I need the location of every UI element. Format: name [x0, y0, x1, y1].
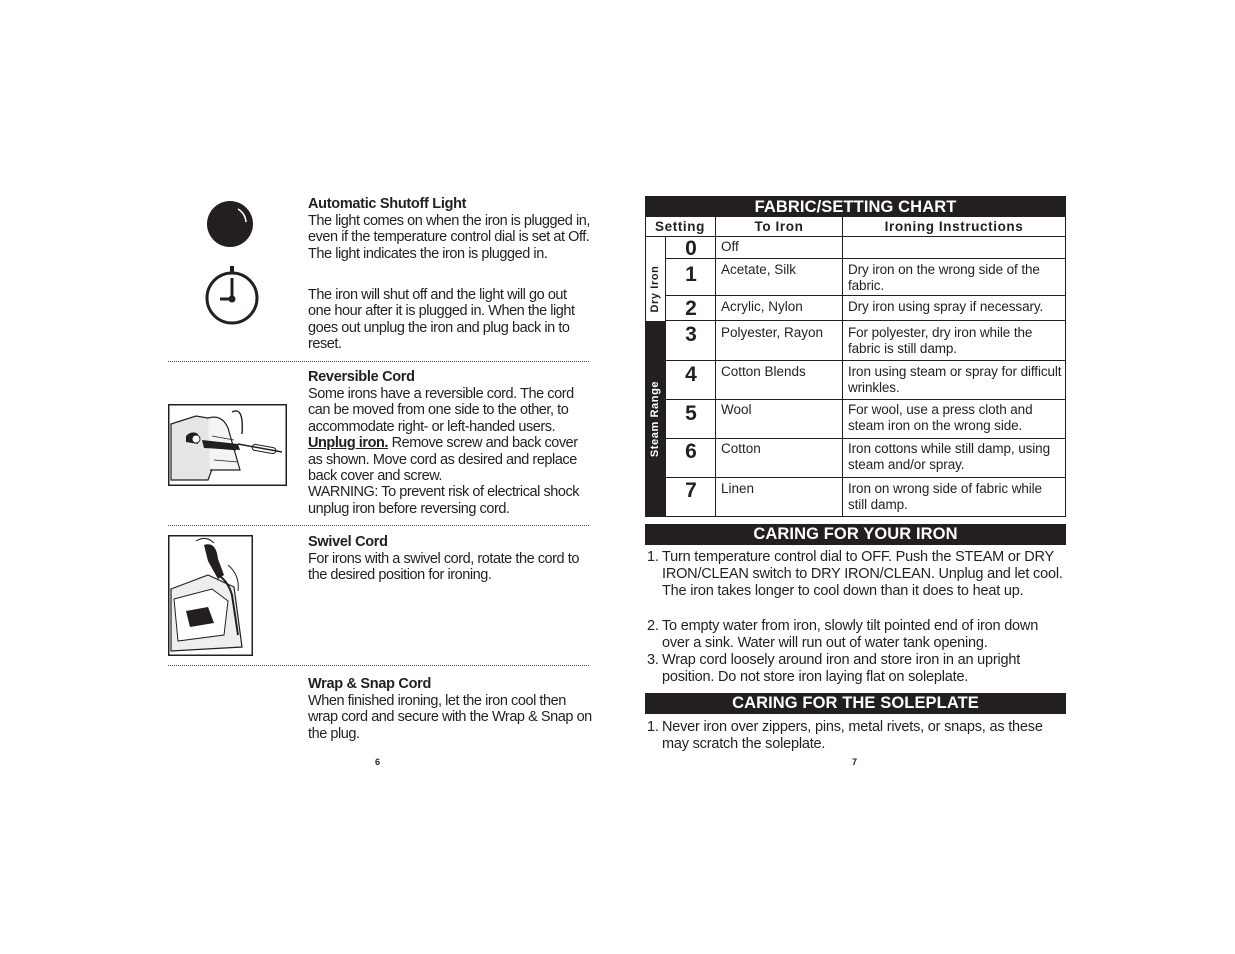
setting-number: 4	[685, 363, 697, 386]
paragraph: The iron will shut off and the light will go out one hour after it is plugged in. When the light goes out unplug the iron and plug back in to reset.	[308, 287, 575, 353]
table-border	[665, 477, 1066, 478]
section-title-wrap-snap: Wrap & Snap Cord	[308, 676, 432, 692]
column-header-setting: Setting	[655, 219, 705, 234]
chart-title: FABRIC/SETTING CHART	[645, 196, 1066, 217]
table-border	[665, 438, 1066, 439]
paragraph: For irons with a swivel cord, rotate the cord to the desired position for ironing.	[308, 551, 579, 584]
list-item: 2. To empty water from iron, slowly tilt pointed end of iron down over a sink. Water will run out of water tank opening.	[647, 618, 1039, 652]
indicator-light-icon	[205, 200, 255, 250]
section-title-swivel-cord: Swivel Cord	[308, 534, 388, 550]
table-border	[665, 258, 1066, 259]
table-border	[645, 516, 1066, 517]
setting-number: 1	[685, 263, 697, 286]
page-number-right: 7	[852, 757, 858, 767]
fabric-cell: Cotton Blends	[721, 364, 806, 379]
list-item: 3. Wrap cord loosely around iron and store iron in an upright position. Do not store iron laying flat on soleplate.	[647, 652, 1021, 686]
instruction-cell: For polyester, dry iron while the fabric is still damp.	[848, 325, 1033, 356]
list-item: 1. Never iron over zippers, pins, metal rivets, or snaps, as these may scratch the soleplate.	[647, 719, 1043, 753]
list-item: 1. Turn temperature control dial to OFF. Push the STEAM or DRY IRON/CLEAN switch to DRY IRON/CLEAN. Unplug and let cool. The iron takes longer to cool down than it does to heat up.	[647, 549, 1063, 600]
fabric-cell: Polyester, Rayon	[721, 325, 824, 340]
table-border	[645, 236, 1066, 237]
paragraph: When finished ironing, let the iron cool then wrap cord and secure with the Wrap & Snap on the plug.	[308, 693, 592, 742]
fabric-cell: Acrylic, Nylon	[721, 299, 803, 314]
fabric-cell: Acetate, Silk	[721, 262, 797, 277]
group-label-dry-iron: Dry Iron	[649, 265, 661, 313]
paragraph: The light comes on when the iron is plugged in, even if the temperature control dial is set at Off. The light indicates the iron is plugged in.	[308, 213, 590, 262]
timer-clock-icon	[205, 264, 261, 326]
table-border	[1065, 217, 1066, 517]
divider	[168, 665, 589, 666]
column-header-instructions: Ironing Instructions	[884, 219, 1024, 234]
setting-number: 3	[685, 323, 697, 346]
warning-text: WARNING: To prevent risk of electrical shock unplug iron before reversing cord.	[308, 484, 580, 517]
paragraph: Remove screw and back cover as shown. Move cord as desired and replace back cover and screw.	[308, 435, 578, 485]
setting-number: 7	[685, 479, 697, 502]
instruction-cell: Iron using steam or spray for difficult wrinkles.	[848, 364, 1062, 395]
instruction-cell: Dry iron using spray if necessary.	[848, 299, 1044, 314]
unplug-emphasis: Unplug iron.	[308, 435, 388, 452]
caring-iron-title: CARING FOR YOUR IRON	[645, 524, 1066, 545]
table-border	[842, 217, 843, 517]
instruction-cell: Iron on wrong side of fabric while still damp.	[848, 481, 1042, 512]
fabric-cell: Cotton	[721, 441, 761, 456]
section-title-reversible-cord: Reversible Cord	[308, 369, 415, 385]
table-border	[665, 399, 1066, 400]
fabric-cell: Linen	[721, 481, 755, 496]
divider	[168, 525, 589, 526]
section-title-automatic-shutoff: Automatic Shutoff Light	[308, 196, 467, 212]
page-number-left: 6	[375, 757, 381, 767]
table-border	[665, 295, 1066, 296]
setting-number: 5	[685, 402, 697, 425]
column-header-to-iron: To Iron	[754, 219, 804, 234]
fabric-cell: Off	[721, 239, 739, 254]
setting-number: 6	[685, 440, 697, 463]
divider	[168, 361, 589, 362]
setting-number: 0	[685, 237, 697, 260]
caring-soleplate-title: CARING FOR THE SOLEPLATE	[645, 693, 1066, 714]
fabric-cell: Wool	[721, 402, 752, 417]
table-border	[665, 360, 1066, 361]
group-label-steam-range: Steam Range	[649, 380, 661, 458]
instruction-cell: Dry iron on the wrong side of the fabric.	[848, 262, 1040, 293]
reversible-cord-illustration	[168, 404, 287, 486]
instruction-cell: Iron cottons while still damp, using steam and/or spray.	[848, 441, 1050, 472]
dry-iron-strip	[645, 258, 646, 321]
setting-number: 2	[685, 297, 697, 320]
table-border	[665, 320, 1066, 321]
instruction-cell: For wool, use a press cloth and steam iron on the wrong side.	[848, 402, 1033, 433]
paragraph: Some irons have a reversible cord. The cord can be moved from one side to the other, to accommodate right- or left-handed users.	[308, 386, 574, 435]
swivel-cord-illustration	[168, 535, 253, 656]
